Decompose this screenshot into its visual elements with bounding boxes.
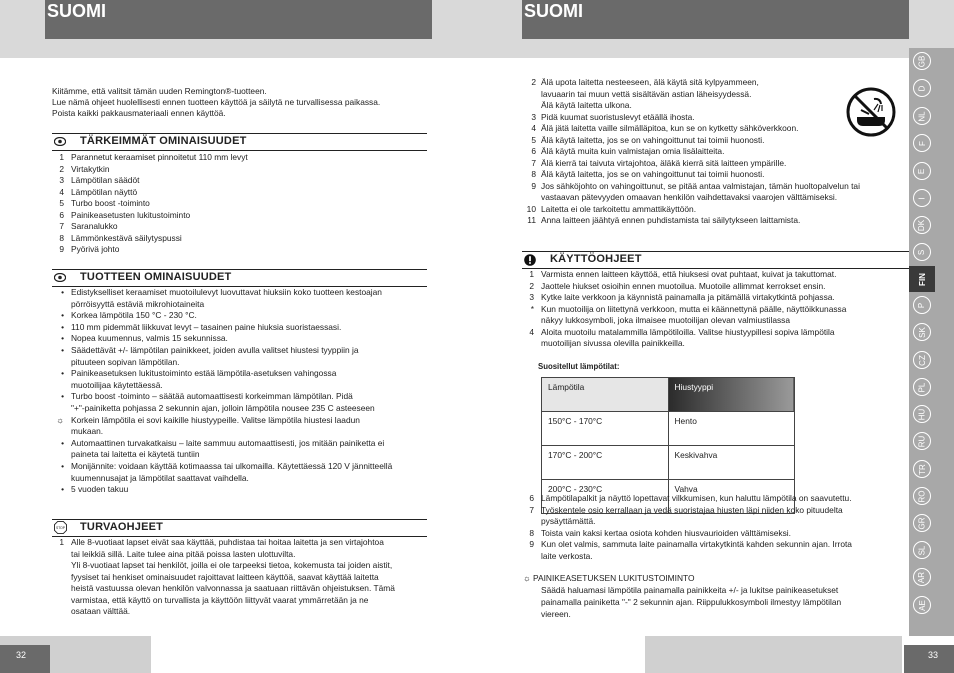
item-text: Lämmönkestävä säilytyspussi: [71, 232, 182, 243]
section-heading: TÄRKEIMMÄT OMINAISUUDET: [80, 135, 247, 147]
item-text: Turbo boost -toiminto: [71, 198, 150, 208]
item-text: Pyörivä johto: [71, 244, 120, 254]
item-number: 3: [529, 292, 534, 302]
lock-heading-text: PAINIKEASETUKSEN LUKITUSTOIMINTO: [533, 573, 695, 583]
item-number: 2: [529, 280, 534, 291]
item-text: Älä käytä muita kuin valmistajan omia lisälaitteita.: [541, 146, 725, 156]
item-number: 3: [531, 111, 536, 122]
language-tab-sl[interactable]: [913, 541, 931, 559]
item-text: Kytke laite verkkoon ja käynnistä painamalla ja pitämällä virtakytkintä pohjassa.: [541, 292, 835, 302]
item-number: 2: [59, 163, 64, 174]
warning-icon: [524, 254, 536, 266]
item-text: Yli 8-vuotiaat lapset tai henkilöt, joilla ei ole tarpeeksi tietoa, kokemusta tai joiden aistit,: [71, 560, 393, 570]
item-number: 9: [529, 539, 534, 550]
page-number-right-box: [904, 645, 954, 673]
item-text: Lämpötilan säädöt: [71, 175, 140, 185]
page-number-left-box: [0, 645, 50, 673]
language-tab-e[interactable]: [913, 162, 931, 180]
language-tab-label: DK: [917, 219, 927, 231]
item-text: Parannetut keraamiset pinnoitetut 110 mm levyt: [71, 152, 248, 162]
section-heading: TURVAOHJEET: [80, 521, 164, 533]
item-text: Varmista ennen laitteen käyttöä, että hiuksesi ovat puhtaat, kuivat ja takuttomat.: [541, 269, 837, 279]
language-tab-cz[interactable]: [913, 351, 931, 369]
language-tab-label: SL: [917, 545, 927, 555]
language-tab-tr[interactable]: [913, 460, 931, 478]
item-number: 4: [529, 326, 534, 337]
item-text: mukaan.: [71, 426, 104, 437]
language-tab-label: FIN: [917, 272, 927, 286]
item-number: ☼: [56, 414, 64, 425]
item-number: 5: [59, 198, 64, 208]
item-text: Painikeasetusten lukitustoiminto: [71, 209, 191, 220]
item-number: 6: [59, 209, 64, 220]
section-heading: KÄYTTÖOHJEET: [550, 253, 642, 265]
language-tab-s[interactable]: [913, 243, 931, 261]
item-text: muotoilijaa käytettäessä.: [71, 379, 163, 390]
item-number: •: [61, 368, 64, 379]
language-tab-gr[interactable]: [913, 514, 931, 532]
language-tab-label: SK: [917, 326, 927, 338]
item-text: näkyy lukkosymboli, joka ilmaisee muotoilijan olevan valmiustilassa: [541, 315, 791, 325]
item-text: laite verkosta.: [541, 551, 593, 561]
item-text: varmistaa, että käyttö on turvallista ja käyttöön liittyvät vaarat ymmärretään ja ne: [71, 594, 369, 605]
item-text: Säädettävät +/- lämpötilan painikkeet, joiden avulla valitset hiustesi tyyppiin ja: [71, 345, 359, 355]
language-tab-label: GB: [917, 55, 927, 67]
lock-heading: [523, 573, 695, 585]
page-number-right: 33: [928, 650, 939, 660]
intro-line: Poista kaikki pakkausmateriaali ennen käyttöä.: [52, 108, 226, 118]
item-text: osataan välttää.: [71, 606, 131, 616]
language-tab-ae[interactable]: [913, 596, 931, 614]
item-number: •: [61, 287, 64, 297]
item-text: Korkea lämpötila 150 °C - 230 °C.: [71, 310, 197, 321]
item-text: Automaattinen turvakatkaisu – laite sammuu automaattisesti, jos mitään painiketta ei: [71, 437, 385, 448]
item-number: *: [530, 303, 534, 314]
item-text: Kun olet valmis, sammuta laite painamalla virtakytkintä kahden sekunnin ajan. Irrota: [541, 539, 852, 550]
item-number: •: [61, 461, 64, 471]
item-text: tai leikkiä sillä. Laite tulee aina pitää poissa lasten ulottuvilta.: [71, 548, 296, 559]
item-text: Turbo boost -toiminto – säätää automaattisesti korkeimman lämpötilan. Pidä: [71, 391, 353, 402]
item-text: Edistykselliset keraamiset muotoilulevyt luovuttavat hiuksiin koko tuotteen kestoajan: [71, 287, 382, 297]
language-tab-gb[interactable]: [913, 52, 931, 70]
item-text: "+"-painiketta pohjassa 2 sekunnin ajan, jolloin lämpötila nousee 235 C asteeseen: [71, 403, 375, 413]
language-tab-label: AR: [917, 571, 927, 583]
language-tab-d[interactable]: [913, 79, 931, 97]
section-usage: [522, 251, 909, 269]
item-number: 9: [531, 180, 536, 191]
no-bath-icon: [845, 86, 897, 138]
item-number: 1: [59, 537, 64, 547]
item-text: pituuteen sopivan lämpötilan.: [71, 356, 180, 367]
page-title-bar-left: [45, 0, 432, 39]
item-number: 3: [59, 175, 64, 185]
item-text: vastaavan pätevyyden omaavan henkilön vaihdettavaksi vaarojen välttämiseksi.: [541, 192, 838, 202]
item-text: Lämpötilapalkit ja näyttö lopettavat vilkkumisen, kun haluttu lämpötila on saavutettu.: [541, 493, 852, 503]
item-text: pysäyttämättä.: [541, 516, 596, 527]
language-tab-f[interactable]: [913, 134, 931, 152]
table-cell: 200°C - 230°C: [542, 480, 669, 514]
item-number: 8: [531, 169, 536, 179]
language-tab-hu[interactable]: [913, 405, 931, 423]
table-header-row: [542, 378, 795, 412]
item-number: 5: [531, 134, 536, 145]
language-tab-pl[interactable]: [913, 378, 931, 396]
item-number: 10: [526, 203, 536, 214]
table-cell: 150°C - 170°C: [542, 412, 669, 446]
item-text: pörröisyyttä estäviä mikrohiotaineita: [71, 298, 205, 309]
section-heading: TUOTTEEN OMINAISUUDET: [80, 271, 232, 283]
language-tab-label: RO: [917, 490, 927, 502]
sun-icon: ☼: [523, 573, 534, 583]
item-number: 8: [59, 232, 64, 243]
language-tab-dk[interactable]: [913, 216, 931, 234]
item-text: paineta tai laitetta ei käytetä tuntiin: [71, 449, 200, 460]
page-title-left: SUOMI: [47, 1, 107, 21]
language-tab-label: S: [917, 249, 927, 255]
language-tab-label: PL: [917, 382, 927, 392]
language-tab-ru[interactable]: [913, 432, 931, 450]
section-product-features: [52, 269, 427, 287]
table-cell: Hento: [668, 412, 795, 446]
intro-line: Lue nämä ohjeet huolellisesti ennen tuotteen käyttöä ja säilytä ne turvallisessa paikassa.: [52, 97, 381, 107]
item-text: Lämpötilan näyttö: [71, 186, 138, 197]
item-number: 6: [531, 146, 536, 156]
table-cell: Keskivahva: [668, 446, 795, 480]
lock-line: painamalla painiketta "-" 2 sekunnin ajan. Riippulukkosymboli ilmestyy lämpötilan: [541, 597, 842, 607]
item-text: Älä jätä laitetta vaille silmälläpitoa, kun se on kytketty sähköverkkoon.: [541, 123, 799, 133]
item-number: •: [61, 391, 64, 402]
item-text: Pidä kuumat suoristuslevyt etäällä ihosta.: [541, 111, 695, 122]
language-tab-label: HU: [917, 408, 927, 420]
table-row: [542, 412, 795, 446]
item-number: •: [61, 484, 64, 495]
item-text: Laitetta ei ole tarkoitettu ammattikäyttöön.: [541, 203, 697, 214]
item-text: Jaottele hiukset osioihin ennen muotoilua. Muotoile allimmat kerrokset ensin.: [541, 280, 826, 291]
item-text: 110 mm pidemmät liikkuvat levyt – tasainen paine hiuksia suoristaessasi.: [71, 321, 342, 332]
language-tab-nl[interactable]: [913, 107, 931, 125]
table-cell: 170°C - 200°C: [542, 446, 669, 480]
item-number: •: [61, 345, 64, 355]
item-number: 1: [59, 152, 64, 162]
eye-icon: [54, 273, 66, 282]
item-number: 7: [59, 221, 64, 231]
section-key-features: [52, 133, 427, 151]
item-number: 7: [529, 504, 534, 515]
item-number: 11: [527, 215, 536, 225]
item-text: Virtakytkin: [71, 163, 110, 174]
lock-line: Säädä haluamasi lämpötila painamalla painikkeita +/- ja lukitse painikeasetukset: [541, 585, 839, 595]
language-tab-label: D: [917, 85, 927, 91]
item-text: Painikeasetuksen lukitustoiminto estää lämpötila-asetuksen vahingossa: [71, 368, 337, 379]
item-text: Älä kierrä tai taivuta virtajohtoa, äläkä kierrä sitä laitteen ympärille.: [541, 157, 787, 168]
item-text: heistä vastuussa olevan henkilön valvonnassa ja saatuaan riittävän ohjeistuksen. Tämä: [71, 583, 395, 593]
item-number: 1: [529, 269, 534, 279]
language-tab-label: E: [917, 168, 927, 174]
language-tab-label: F: [917, 140, 927, 146]
item-number: 8: [529, 527, 534, 538]
item-text: Nopea kuumennus, valmis 15 sekunnissa.: [71, 333, 228, 344]
language-tab-label: RU: [917, 435, 927, 447]
item-text: Anna laitteen jäähtyä ennen puhdistamista tai säilytykseen laittamista.: [541, 215, 801, 225]
stop-icon-text: STOP: [55, 525, 66, 530]
language-tab-i[interactable]: [913, 189, 931, 207]
item-number: •: [61, 333, 64, 344]
stop-icon: [54, 521, 67, 534]
language-tab-label: CZ: [917, 354, 927, 366]
language-tab-p[interactable]: [913, 296, 931, 314]
language-tab-label: AE: [917, 599, 927, 611]
item-text: kuumennusajat ja lämpötilat saattavat vaihdella.: [71, 472, 249, 483]
table-caption: Suositellut lämpötilat:: [538, 362, 620, 371]
table-row: [542, 446, 795, 480]
language-tab-label: P: [917, 302, 927, 308]
intro-line: Kiitämme, että valitsit tämän uuden Remington®-tuotteen.: [52, 86, 267, 96]
item-number: 9: [59, 244, 64, 254]
item-text: Aloita muotoilu matalammilla lämpötiloilla. Valitse hiustyypillesi sopiva lämpötila: [541, 326, 835, 337]
item-number: 4: [531, 123, 536, 133]
language-tab-label: TR: [917, 463, 927, 475]
language-tab-ar[interactable]: [913, 568, 931, 586]
item-text: Alle 8-vuotiaat lapset eivät saa käyttää, puhdistaa tai hoitaa laitetta ja sen virtajohtoa: [71, 537, 384, 547]
item-text: Toista vain kaksi kertaa osiota kohden hiusvaurioiden välttämiseksi.: [541, 527, 791, 538]
item-text: Älä upota laitetta nesteeseen, älä käytä sitä kylpyammeen,: [541, 77, 759, 87]
item-number: 4: [59, 186, 64, 197]
table-header-cell: Hiustyyppi: [668, 378, 795, 412]
item-number: •: [61, 310, 64, 321]
item-text: Kun muotoilija on liitettynä verkkoon, mutta ei käännettynä päälle, näyttöikkunassa: [541, 303, 847, 314]
item-number: 6: [529, 493, 534, 503]
page-title-bar-right: [522, 0, 909, 39]
item-text: Korkein lämpötila ei sovi kaikille hiustyypeille. Valitse lämpötila hiustesi laadun: [71, 414, 360, 425]
eye-icon: [54, 137, 66, 146]
table-header-cell: Lämpötila: [542, 378, 669, 412]
item-text: Älä käytä laitetta, jos se on vahingoittunut tai toimii huonosti.: [541, 169, 765, 179]
language-tab-label: NL: [917, 110, 927, 122]
page-title-right: SUOMI: [524, 1, 584, 21]
section-safety: [52, 519, 427, 537]
footer-bar-right: [645, 636, 902, 673]
item-text: Työskentele osio kerrallaan ja vedä suoristajaa hiusten läpi niiden koko pituudelta: [541, 504, 843, 515]
item-number: 7: [531, 157, 536, 168]
language-tab-ro[interactable]: [913, 487, 931, 505]
item-text: muotoilijan sivussa olevilla painikkeilla.: [541, 338, 685, 348]
item-text: Monijännite: voidaan käyttää kotimaassa tai ulkomailla. Käytettäessä 120 V jännitteellä: [71, 461, 393, 471]
item-text: fyysiset tai henkiset ominaisuudet rajoittavat laitteen käyttöä, saavat käyttää laitetta: [71, 571, 379, 582]
language-tab-fin[interactable]: [909, 266, 935, 292]
item-text: Jos sähköjohto on vahingoittunut, se pitää antaa valmistajan, tämän huoltopalvelun tai: [541, 180, 860, 191]
language-tab-label: GR: [917, 517, 927, 529]
item-number: 2: [531, 77, 536, 87]
item-text: lavuaarin tai muun vettä sisältävän astian läheisyydessä.: [541, 88, 752, 99]
table-cell: Vahva: [668, 480, 795, 514]
language-tab-sk[interactable]: [913, 323, 931, 341]
item-text: Saranalukko: [71, 221, 118, 231]
item-text: Älä käytä laitetta, jos se on vahingoittunut tai toimii huonosti.: [541, 134, 765, 145]
page-number-left: 32: [16, 650, 27, 660]
item-number: •: [61, 321, 64, 332]
item-text: 5 vuoden takuu: [71, 484, 129, 495]
item-number: •: [61, 437, 64, 448]
lock-line: viereen.: [541, 609, 571, 619]
item-text: Älä käytä laitetta ulkona.: [541, 100, 632, 110]
language-tab-label: I: [917, 196, 927, 200]
